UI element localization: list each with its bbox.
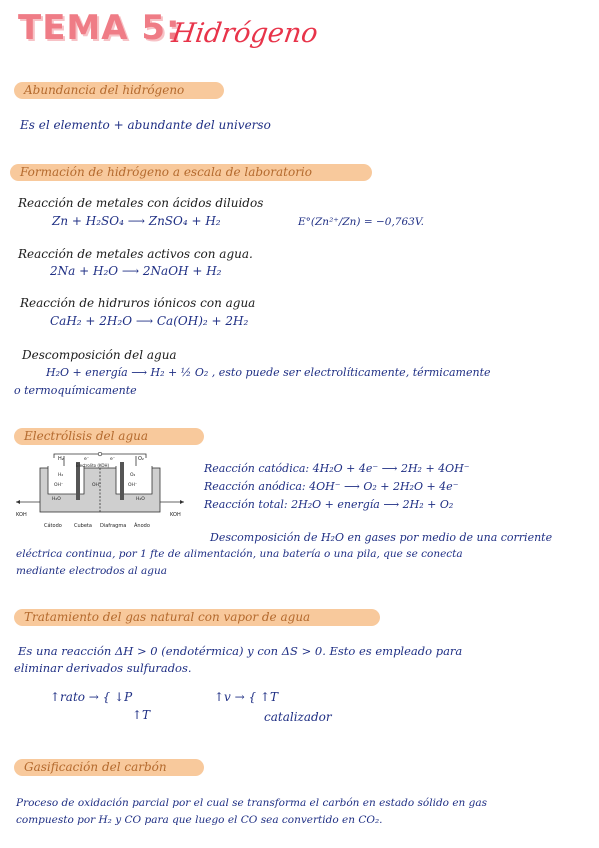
heading-laboratorio: Formación de hidrógeno a escala de laboratorio (10, 164, 372, 181)
r1-standard-potential: E°(Zn²⁺/Zn) = −0,763V. (298, 216, 424, 228)
r3-label: Reacción de hidruros iónicos con agua (20, 296, 256, 310)
label-e-left: e⁻ (84, 457, 90, 462)
heading-electrolisis: Electrólisis del agua (14, 428, 204, 445)
heading-carbon: Gasificación del carbón (14, 759, 204, 776)
r2-label: Reacción de metales activos con agua. (18, 247, 253, 261)
label-h2o-right: H₂O (136, 497, 145, 502)
label-cubeta: Cubeta (74, 523, 92, 529)
carbon-text-1: Proceso de oxidación parcial por el cual se transforma el carbón en estado sólido en gas (16, 797, 488, 809)
label-o2-inner: O₂ (130, 473, 136, 478)
title-sub: Hidrógeno (169, 18, 320, 49)
reaccion-anodica: Reacción anódica: 4OH⁻ ⟶ O₂ + 2H₂O + 4e⁻ (204, 480, 459, 493)
label-oh-left: OH⁻ (54, 483, 64, 488)
r3-equation: CaH₂ + 2H₂O ⟶ Ca(OH)₂ + 2H₂ (50, 314, 249, 328)
gas-natural-note-4: catalizador (264, 710, 332, 724)
label-diafragma: Diafragma (100, 523, 127, 529)
gas-natural-text-2: eliminar derivados sulfurados. (14, 661, 192, 675)
gas-natural-text-1: Es una reacción ΔH > 0 (endotérmica) y con ΔS > 0. Esto es empleado para (18, 644, 463, 658)
gas-natural-note-3: ↑v → { ↑T (214, 690, 279, 704)
label-oh-right: OH⁻ (128, 483, 138, 488)
r4-label: Descomposición del agua (22, 348, 177, 362)
label-h2o-left: H₂O (52, 497, 61, 502)
electrolisis-desc-3: mediante electrodos al agua (16, 565, 167, 577)
r2-equation: 2Na + H₂O ⟶ 2NaOH + H₂ (50, 264, 222, 278)
label-h2: H₂ (58, 456, 64, 462)
electrolisis-desc-1: Descomposición de H₂O en gases por medio de una corriente (210, 531, 553, 544)
electrolysis-cell-diagram (14, 452, 186, 530)
r4-equation: H₂O + energía ⟶ H₂ + ½ O₂ , esto puede ser electrolíticamente, térmicamente (46, 366, 491, 379)
gas-natural-note-1: ↑rato → { ↓P (50, 690, 133, 704)
label-electrolito: Electrolito (KOH) (76, 463, 110, 468)
reaccion-catodica: Reacción catódica: 4H₂O + 4e⁻ ⟶ 2H₂ + 4OH⁻ (204, 462, 470, 475)
electrolisis-desc-2: eléctrica continua, por 1 fte de alimentación, una batería o una pila, que se conecta (16, 548, 463, 560)
label-koh-right: KOH (170, 512, 181, 518)
gas-natural-note-2: ↑T (132, 708, 151, 722)
heading-abundancia: Abundancia del hidrógeno (14, 82, 224, 99)
r4-equation-cont: o termoquímicamente (14, 384, 137, 397)
label-catodo: Cátodo (44, 523, 62, 529)
r1-equation: Zn + H₂SO₄ ⟶ ZnSO₄ + H₂ (52, 214, 221, 228)
r1-label: Reacción de metales con ácidos diluidos (18, 196, 264, 210)
carbon-text-2: compuesto por H₂ y CO para que luego el CO sea convertido en CO₂. (16, 814, 383, 826)
abundancia-text: Es el elemento + abundante del universo (20, 118, 271, 132)
label-e-right: e⁻ (110, 457, 116, 462)
title-main: TEMA 5: (18, 8, 181, 48)
label-oh-mid: OH⁻ (92, 483, 102, 488)
label-koh-left: KOH (16, 512, 27, 518)
label-o2: O₂ (138, 456, 144, 462)
heading-gas-natural: Tratamiento del gas natural con vapor de agua (14, 609, 380, 626)
label-anodo: Ánodo (134, 523, 150, 529)
label-h2-inner: H₂ (58, 473, 64, 478)
reaccion-total: Reacción total: 2H₂O + energía ⟶ 2H₂ + O₂ (204, 498, 454, 511)
